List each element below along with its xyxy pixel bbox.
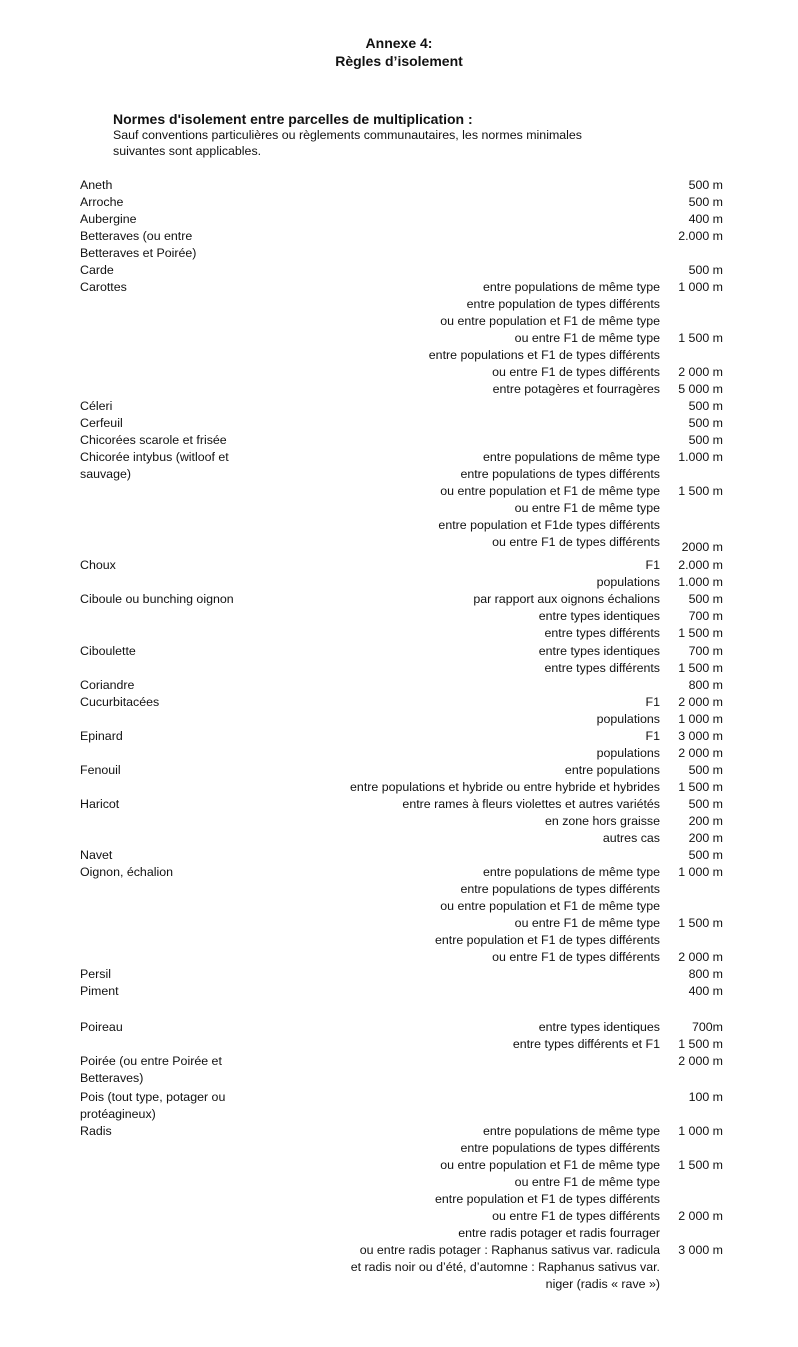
table-row [0,466,798,482]
table-row [0,364,798,380]
table-row [0,898,798,914]
isolation-condition: entre population et F1 de types différents [434,933,660,947]
isolation-condition: entre populations de types différents [460,467,660,481]
species-name: Epinard [80,729,123,743]
isolation-distance: 2 000 m [678,1209,723,1223]
table-row [0,228,798,244]
species-name: Haricot [80,797,120,811]
isolation-distance: 500 m [688,433,723,447]
table-row [0,745,798,761]
isolation-distance: 2 000 m [678,950,723,964]
table-row [0,1191,798,1207]
table-row [0,1036,798,1052]
species-name: Fenouil [80,763,121,777]
isolation-distance: 1 000 m [678,280,723,294]
isolation-distance: 500 m [688,195,723,209]
isolation-distance: 1 500 m [678,331,723,345]
isolation-condition: ou entre F1 de même type [514,1175,660,1189]
isolation-condition: entre radis potager et radis fourrager [458,1226,660,1240]
isolation-condition: entre populations [564,763,660,777]
species-name: Carde [80,263,114,277]
isolation-distance: 1 500 m [678,1158,723,1172]
isolation-condition: entre potagères et fourragères [492,382,660,396]
species-name: Aubergine [80,212,137,226]
table-row [0,881,798,897]
isolation-distance: 200 m [688,814,723,828]
table-row [0,381,798,397]
isolation-condition: ou entre F1 de même type [514,916,660,930]
table-row [0,1123,798,1139]
table-row [0,574,798,590]
isolation-distance: 500 m [688,416,723,430]
isolation-distance: 1 000 m [678,712,723,726]
table-row [0,762,798,778]
isolation-distance: 1 500 m [678,780,723,794]
isolation-condition: entre populations et hybride ou entre hybride et hybrides [350,780,660,794]
isolation-distance: 5 000 m [678,382,723,396]
isolation-condition: entre rames à fleurs violettes et autres variétés [402,797,660,811]
isolation-distance: 700 m [688,644,723,658]
isolation-distance: 3 000 m [678,729,723,743]
isolation-distance: 500 m [688,263,723,277]
table-row [0,415,798,431]
isolation-condition: entre types identiques [538,1020,660,1034]
isolation-condition: entre types différents et F1 [512,1037,660,1051]
isolation-condition: ou entre population et F1 de même type [440,314,660,328]
table-row [0,194,798,210]
species-name: Navet [80,848,113,862]
table-row [0,1208,798,1224]
isolation-condition: ou entre F1 de types différents [492,1209,660,1223]
table-row [0,1242,798,1258]
species-name: Radis [80,1124,112,1138]
table-row [0,211,798,227]
annex-title: Règles d’isolement [335,53,463,69]
isolation-condition: F1 [645,695,660,709]
isolation-distance: 800 m [688,678,723,692]
species-name: Chicorées scarole et frisée [80,433,227,447]
species-name: Aneth [80,178,113,192]
isolation-condition: F1 [645,558,660,572]
isolation-distance: 500 m [688,178,723,192]
isolation-condition: ou entre F1 de types différents [492,535,660,549]
isolation-distance: 400 m [688,212,723,226]
table-row [0,1259,798,1275]
isolation-condition: entre populations de types différents [460,1141,660,1155]
table-row [0,245,798,261]
table-row [0,534,798,554]
species-name: Céleri [80,399,113,413]
isolation-condition: populations [596,712,660,726]
isolation-condition: entre populations de même type [482,280,660,294]
table-row [0,432,798,448]
section-heading: Normes d'isolement entre parcelles de multiplication : [113,111,473,127]
table-row [0,864,798,880]
isolation-distance: 100 m [688,1090,723,1104]
table-row [0,915,798,931]
table-row [0,711,798,727]
isolation-distance: 700m [692,1020,723,1034]
isolation-distance: 400 m [688,984,723,998]
isolation-condition: ou entre F1 de même type [514,501,660,515]
species-name: Coriandre [80,678,135,692]
isolation-distance: 500 m [688,797,723,811]
table-row [0,949,798,965]
species-name: Poirée (ou entre Poirée et [80,1054,222,1068]
isolation-distance: 1 500 m [678,626,723,640]
species-name: Chicorée intybus (witloof et [80,450,229,464]
isolation-distance: 1 000 m [678,1124,723,1138]
isolation-condition: en zone hors graisse [544,814,660,828]
table-row [0,398,798,414]
isolation-distance: 500 m [688,848,723,862]
table-row [0,347,798,363]
isolation-condition: entre types identiques [538,644,660,658]
isolation-distance: 3 000 m [678,1243,723,1257]
table-row [0,296,798,312]
table-row [0,500,798,516]
table-row [0,1157,798,1173]
species-name: Cerfeuil [80,416,123,430]
table-row [0,1019,798,1035]
table-row [0,1053,798,1069]
table-row [0,677,798,693]
table-row [0,1174,798,1190]
isolation-condition: entre population et F1 de types différents [434,1192,660,1206]
species-name: Arroche [80,195,124,209]
isolation-condition: entre types différents [544,661,660,675]
table-row [0,1276,798,1292]
isolation-condition: entre populations de types différents [460,882,660,896]
table-row [0,483,798,499]
isolation-distance: 200 m [688,831,723,845]
table-row [0,813,798,829]
isolation-distance: 2.000 m [678,558,723,572]
table-row [0,279,798,295]
species-name: Poireau [80,1020,123,1034]
table-row [0,177,798,193]
isolation-condition: entre types identiques [538,609,660,623]
species-name: Pois (tout type, potager ou [80,1090,226,1104]
isolation-condition: niger (radis « rave ») [545,1277,660,1291]
table-row [0,608,798,624]
table-row [0,694,798,710]
table-row [0,796,798,812]
isolation-condition: entre populations et F1 de types différents [428,348,660,362]
table-row [0,1089,798,1105]
species-name: sauvage) [80,467,131,481]
isolation-condition: entre population de types différents [466,297,660,311]
table-row [0,830,798,846]
isolation-distance: 2 000 m [678,1054,723,1068]
species-name: Ciboule ou bunching oignon [80,592,234,606]
species-name: Ciboulette [80,644,136,658]
isolation-distance: 1.000 m [678,575,723,589]
isolation-condition: autres cas [602,831,660,845]
intro-text-line-1: Sauf conventions particulières ou règlements communautaires, les normes minimales [113,128,582,142]
table-row [0,983,798,999]
isolation-condition: entre population et F1de types différents [438,518,660,532]
isolation-condition: ou entre F1 de types différents [492,365,660,379]
species-name: Persil [80,967,111,981]
table-row [0,313,798,329]
table-row [0,262,798,278]
table-row [0,1140,798,1156]
isolation-distance: 2000 m [681,540,723,554]
isolation-distance: 500 m [688,763,723,777]
table-row [0,449,798,465]
table-row [0,591,798,607]
isolation-condition: par rapport aux oignons échalions [473,592,660,606]
isolation-condition: entre populations de même type [482,450,660,464]
isolation-distance: 500 m [688,399,723,413]
table-row [0,625,798,641]
species-name: Betteraves) [80,1071,144,1085]
isolation-distance: 1 500 m [678,661,723,675]
isolation-distance: 700 m [688,609,723,623]
isolation-distance: 1 500 m [678,916,723,930]
isolation-condition: populations [596,746,660,760]
table-row [0,557,798,573]
table-row [0,847,798,863]
isolation-condition: ou entre F1 de types différents [492,950,660,964]
isolation-condition: populations [596,575,660,589]
table-row [0,330,798,346]
species-name: Choux [80,558,116,572]
table-row [0,1225,798,1241]
isolation-condition: ou entre population et F1 de même type [440,1158,660,1172]
isolation-condition: ou entre population et F1 de même type [440,899,660,913]
table-row [0,779,798,795]
isolation-distance: 1 000 m [678,865,723,879]
table-row [0,1070,798,1086]
isolation-distance: 1 500 m [678,484,723,498]
species-name: Betteraves et Poirée) [80,246,197,260]
table-row [0,728,798,744]
isolation-condition: ou entre population et F1 de même type [440,484,660,498]
isolation-distance: 1 500 m [678,1037,723,1051]
isolation-condition: entre populations de même type [482,865,660,879]
isolation-condition: et radis noir ou d’été, d’automne : Raphanus sativus var. [350,1260,660,1274]
isolation-condition: ou entre F1 de même type [514,331,660,345]
species-name: Carottes [80,280,127,294]
table-row [0,1106,798,1122]
table-row [0,660,798,676]
isolation-distance: 2.000 m [678,229,723,243]
species-name: Oignon, échalion [80,865,173,879]
isolation-condition: entre types différents [544,626,660,640]
species-name: protéagineux) [80,1107,156,1121]
table-row [0,932,798,948]
isolation-condition: ou entre radis potager : Raphanus sativus var. radicula [359,1243,660,1257]
isolation-distance: 800 m [688,967,723,981]
species-name: Piment [80,984,119,998]
table-row [0,517,798,533]
isolation-condition: F1 [645,729,660,743]
species-name: Betteraves (ou entre [80,229,193,243]
isolation-distance: 2 000 m [678,746,723,760]
isolation-distance: 500 m [688,592,723,606]
annex-number: Annexe 4: [365,35,433,51]
isolation-distance: 2 000 m [678,695,723,709]
isolation-condition: entre populations de même type [482,1124,660,1138]
species-name: Cucurbitacées [80,695,160,709]
isolation-distance: 1.000 m [678,450,723,464]
table-row [0,643,798,659]
isolation-distance: 2 000 m [678,365,723,379]
intro-text-line-2: suivantes sont applicables. [113,144,262,158]
table-row [0,966,798,982]
